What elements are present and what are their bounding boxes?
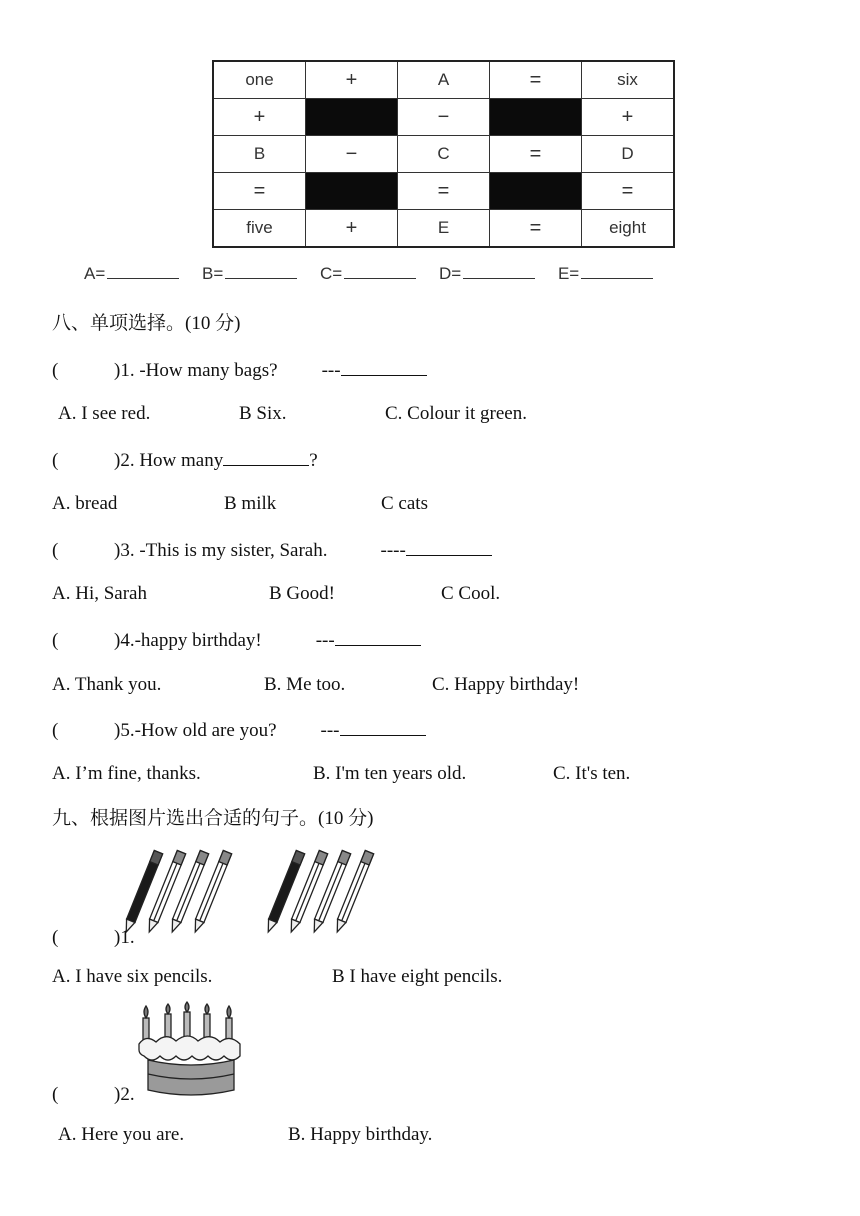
q2-option-c: C cats — [381, 493, 428, 514]
answer-blank[interactable] — [340, 717, 426, 736]
grid-cell: + — [306, 61, 398, 99]
pic-q1-option-a: A. I have six pencils. — [52, 966, 213, 987]
grid-cell: = — [582, 173, 675, 210]
q2-option-b: B milk — [224, 493, 277, 514]
pic-q1-option-b: B I have eight pencils. — [332, 966, 503, 987]
grid-cell-black — [490, 99, 582, 136]
grid-cell: B — [213, 136, 306, 173]
grid-cell: five — [213, 210, 306, 248]
answer-paren[interactable]: ( — [52, 540, 59, 561]
answer-blank[interactable] — [341, 357, 427, 376]
grid-cell-black — [306, 173, 398, 210]
q5-option-b: B. I'm ten years old. — [313, 763, 467, 784]
q4-option-b: B. Me too. — [264, 674, 346, 695]
question-text: )3. -This is my sister, Sarah. — [114, 540, 328, 561]
picture-question-2 — [52, 1083, 135, 1107]
question-tail: --- — [320, 720, 340, 741]
question-text: )1. — [114, 927, 135, 948]
answer-label: C= — [320, 264, 343, 283]
answer-label: D= — [438, 264, 462, 283]
answer-blank[interactable] — [344, 262, 416, 279]
answer-label: A= — [84, 264, 106, 283]
answer-blank[interactable] — [406, 537, 492, 556]
puzzle-answer-row — [84, 262, 671, 284]
question-tail: --- — [321, 360, 341, 381]
answer-paren[interactable]: ( — [52, 360, 59, 381]
answer-label: B= — [202, 264, 224, 283]
question-tail: ? — [309, 450, 318, 471]
answer-blank[interactable] — [225, 262, 297, 279]
q3-option-c: C Cool. — [441, 583, 501, 604]
grid-cell: eight — [582, 210, 675, 248]
question-text: )2. — [114, 1084, 135, 1105]
birthday-cake-icon — [136, 1004, 246, 1100]
answer-blank[interactable] — [223, 447, 309, 466]
pic-q2-option-a: A. Here you are. — [58, 1124, 185, 1145]
question-3 — [52, 537, 492, 563]
grid-cell-black — [490, 173, 582, 210]
grid-cell: + — [306, 210, 398, 248]
question-text: )2. How many — [114, 450, 224, 471]
grid-cell-black — [306, 99, 398, 136]
grid-cell: + — [582, 99, 675, 136]
grid-cell: one — [213, 61, 306, 99]
question-text: )4.-happy birthday! — [114, 630, 262, 651]
section-9-title: 九、根据图片选出合适的句子。(10 分) — [52, 808, 374, 829]
q1-option-b: B Six. — [239, 403, 287, 424]
answer-blank[interactable] — [581, 262, 653, 279]
grid-cell: = — [490, 136, 582, 173]
q5-option-c: C. It's ten. — [553, 763, 631, 784]
grid-cell: = — [490, 210, 582, 248]
question-2 — [52, 447, 318, 473]
q4-option-a: A. Thank you. — [52, 674, 162, 695]
grid-cell: = — [398, 173, 490, 210]
question-1 — [52, 357, 427, 383]
answer-label: E= — [557, 264, 580, 283]
answer-blank[interactable] — [335, 627, 421, 646]
answer-blank[interactable] — [463, 262, 535, 279]
q1-option-c: C. Colour it green. — [385, 403, 527, 424]
grid-cell: − — [306, 136, 398, 173]
grid-cell: C — [398, 136, 490, 173]
grid-cell: six — [582, 61, 675, 99]
q3-option-b: B Good! — [269, 583, 335, 604]
answer-paren[interactable]: ( — [52, 720, 59, 741]
grid-cell: A — [398, 61, 490, 99]
grid-cell: D — [582, 136, 675, 173]
question-tail: --- — [315, 630, 335, 651]
q5-option-a: A. I’m fine, thanks. — [52, 763, 201, 784]
answer-paren[interactable]: ( — [52, 927, 59, 948]
section-8-title: 八、单项选择。(10 分) — [52, 313, 241, 334]
number-puzzle-grid — [212, 60, 675, 248]
question-text: )1. -How many bags? — [114, 360, 278, 381]
grid-cell: + — [213, 99, 306, 136]
q3-option-a: A. Hi, Sarah — [52, 583, 147, 604]
question-text: )5.-How old are you? — [114, 720, 277, 741]
grid-cell: − — [398, 99, 490, 136]
grid-cell: = — [490, 61, 582, 99]
q2-option-a: A. bread — [52, 493, 118, 514]
question-4 — [52, 627, 421, 653]
pic-q2-option-b: B. Happy birthday. — [288, 1124, 433, 1145]
grid-cell: = — [213, 173, 306, 210]
pencils-icon — [136, 848, 406, 940]
grid-cell: E — [398, 210, 490, 248]
picture-question-1 — [52, 926, 135, 950]
answer-paren[interactable]: ( — [52, 1084, 59, 1105]
answer-blank[interactable] — [107, 262, 179, 279]
q1-option-a: A. I see red. — [58, 403, 151, 424]
answer-paren[interactable]: ( — [52, 630, 59, 651]
question-5 — [52, 717, 426, 743]
question-tail: ---- — [380, 540, 406, 561]
answer-paren[interactable]: ( — [52, 450, 59, 471]
q4-option-c: C. Happy birthday! — [432, 674, 580, 695]
